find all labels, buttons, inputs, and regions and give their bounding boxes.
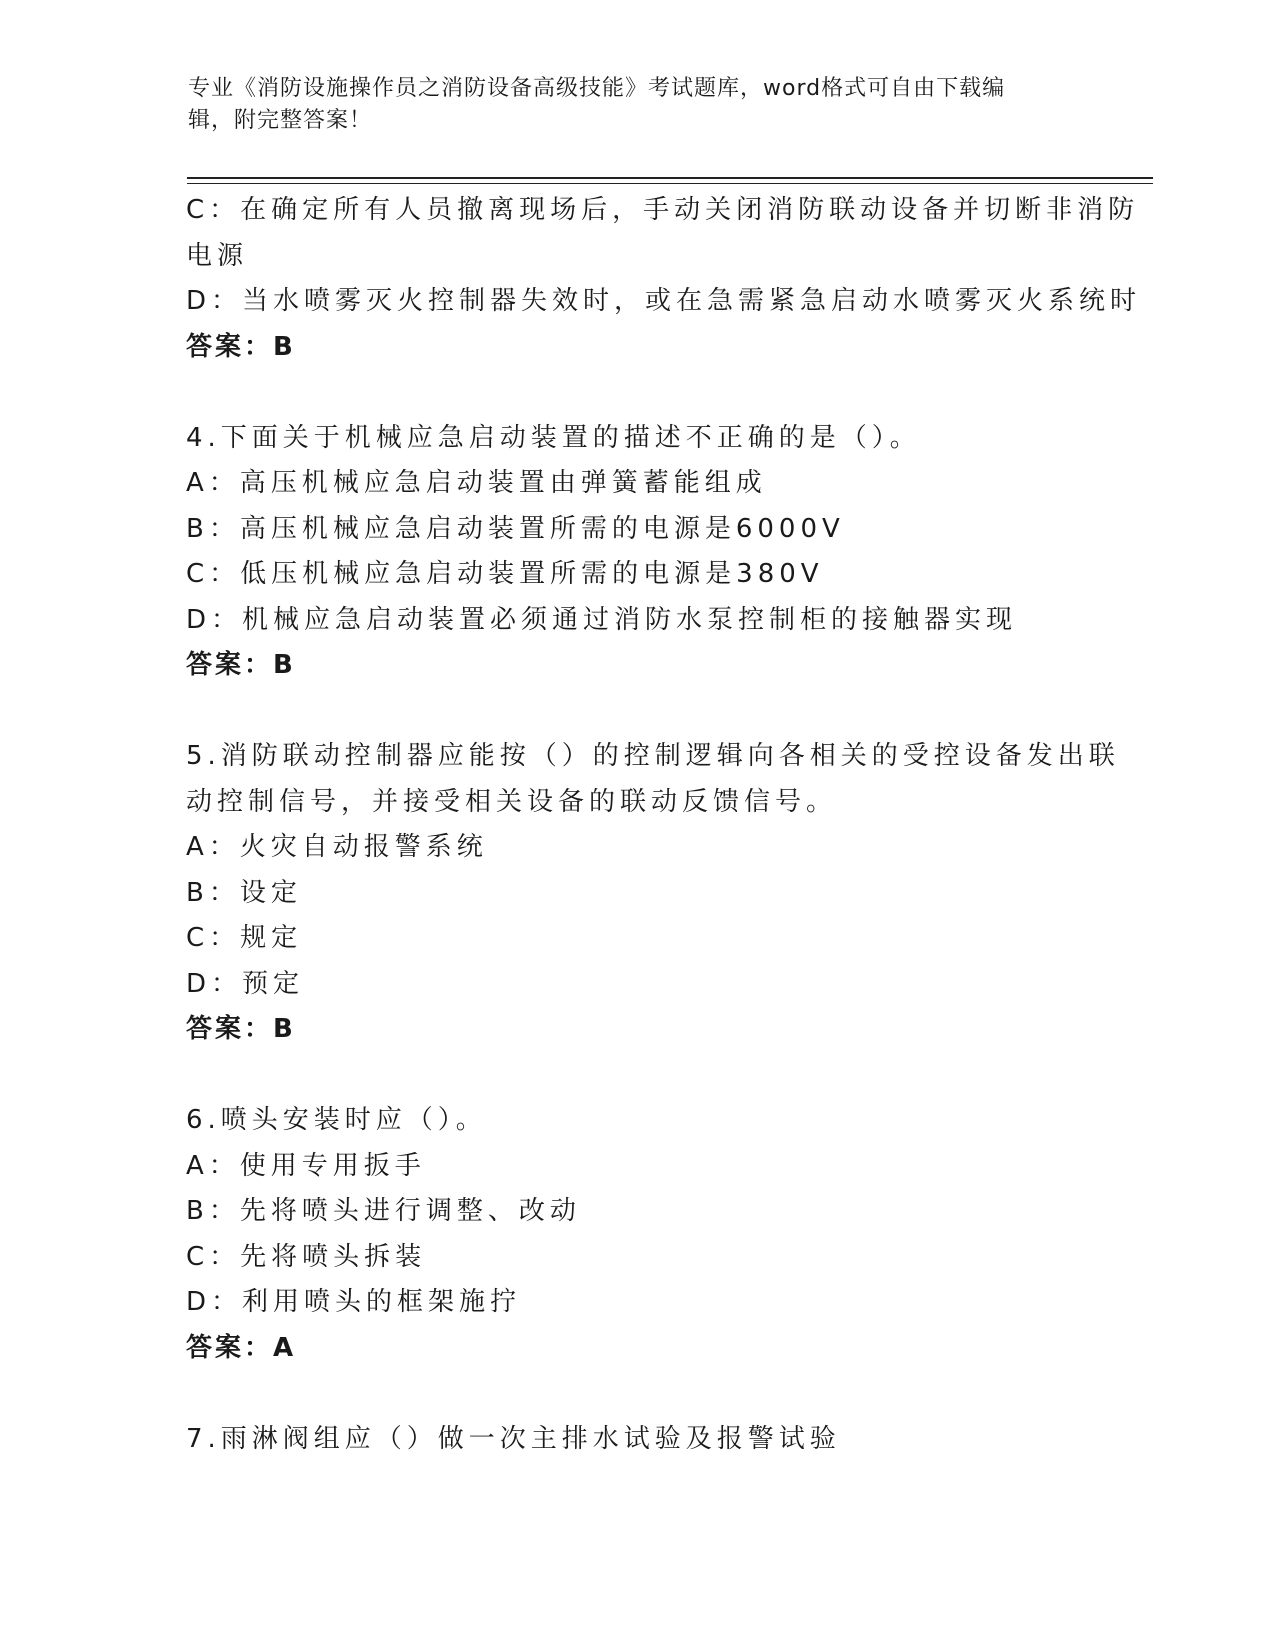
answer: 答案：A bbox=[186, 1332, 297, 1363]
answer: 答案：B bbox=[186, 1014, 296, 1044]
option-d: D：预定 bbox=[186, 968, 305, 999]
question-stem-line-2: 动控制信号，并接受相关设备的联动反馈信号。 bbox=[186, 786, 838, 817]
option-b: B：高压机械应急启动装置所需的电源是6000V bbox=[186, 513, 845, 544]
question-4 bbox=[186, 416, 1086, 689]
document-header bbox=[188, 73, 1068, 137]
question-stem: 4.下面关于机械应急启动装置的描述不正确的是（）。 bbox=[186, 422, 921, 453]
spacer bbox=[186, 689, 1086, 735]
question-stem: 7.雨淋阀组应（）做一次主排水试验及报警试验 bbox=[186, 1423, 841, 1454]
option-c-line-1: C：在确定所有人员撤离现场后，手动关闭消防联动设备并切断非消防 bbox=[186, 195, 1140, 225]
answer: 答案：B bbox=[186, 331, 296, 362]
option-b: B：设定 bbox=[186, 877, 302, 908]
header-line-1: 专业《消防设施操作员之消防设备高级技能》考试题库，word格式可自由下载编 bbox=[188, 76, 1006, 101]
option-b: B：先将喷头进行调整、改动 bbox=[186, 1196, 581, 1226]
question-7 bbox=[186, 1417, 1086, 1463]
question-stem-line-1: 5.消防联动控制器应能按（）的控制逻辑向各相关的受控设备发出联 bbox=[186, 741, 1120, 771]
option-a: A：高压机械应急启动装置由弹簧蓄能组成 bbox=[186, 468, 767, 498]
option-a: A：使用专用扳手 bbox=[186, 1150, 426, 1181]
spacer bbox=[186, 1371, 1086, 1417]
option-d: D：当水喷雾灭火控制器失效时，或在急需紧急启动水喷雾灭火系统时 bbox=[186, 286, 1142, 316]
question-stem: 6.喷头安装时应（）。 bbox=[186, 1105, 487, 1135]
option-c: C：低压机械应急启动装置所需的电源是380V bbox=[186, 559, 824, 589]
question-list bbox=[186, 188, 1142, 1462]
question-5 bbox=[186, 734, 1120, 1053]
spacer bbox=[186, 1053, 1086, 1099]
answer: 答案：B bbox=[186, 650, 296, 680]
option-c-line-2: 电源 bbox=[186, 240, 249, 271]
header-divider-thick bbox=[187, 177, 1153, 179]
option-d: D：机械应急启动装置必须通过消防水泵控制柜的接触器实现 bbox=[186, 604, 1018, 635]
question-3-continued bbox=[186, 188, 1142, 370]
question-6 bbox=[186, 1098, 1086, 1371]
header-line-2: 辑，附完整答案！ bbox=[188, 108, 373, 133]
option-c: C：规定 bbox=[186, 923, 303, 953]
option-a: A：火灾自动报警系统 bbox=[186, 832, 488, 862]
header-divider-thin bbox=[187, 183, 1153, 184]
option-c: C：先将喷头拆装 bbox=[186, 1241, 427, 1272]
spacer bbox=[186, 370, 1086, 416]
option-d: D：利用喷头的框架施拧 bbox=[186, 1287, 522, 1317]
